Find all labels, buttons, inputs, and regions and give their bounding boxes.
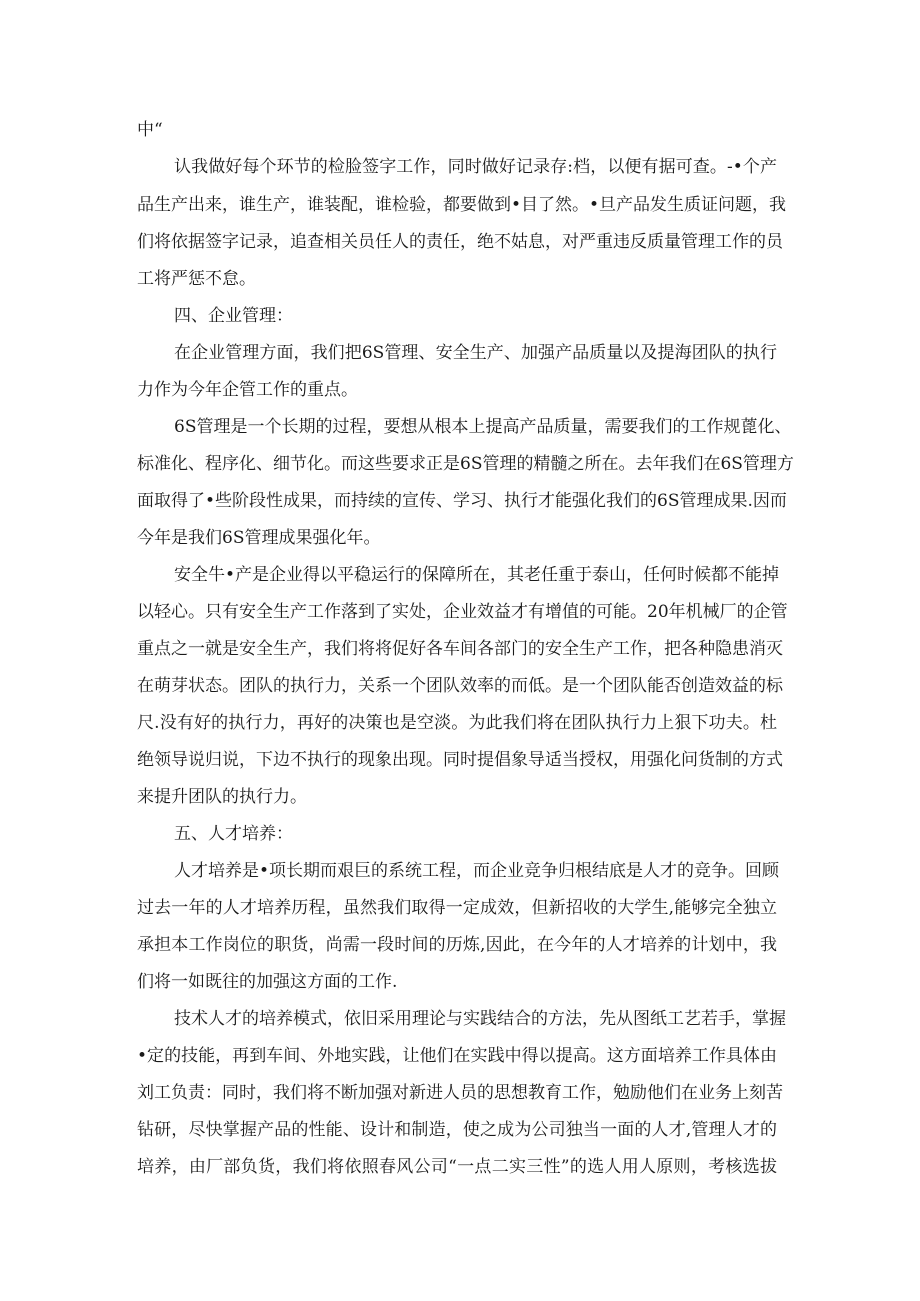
section-heading: 五、人才培养：	[174, 824, 293, 844]
text-line: 在萌芽状态。团队的执行力，关系一个团队效率的而低。是一个团队能否创造效益的标	[137, 676, 783, 696]
text-line: 们将依据签字记录，追查相关员任人的责任，绝不姑息，对严重违反质量管理工作的员	[137, 232, 783, 252]
text-line: 过去一年的人才培养历程，虽然我们取得一定成效，但新招收的大学生,能够完全独立	[137, 898, 777, 918]
text-line: 人才培养是•项长期而艰巨的系统工程，而企业竞争归根结底是人才的竞争。回顾	[174, 861, 780, 881]
text-line: •定的技能，再到车间、外地实践，让他们在实践中得以提高。这方面培养工作具体由	[137, 1046, 777, 1066]
text-line: 今年是我们6S管理成果强化年。	[137, 528, 381, 548]
text-line: 钻研，尽快掌握产品的性能、设计和制造，使之成为公司独当一面的人才,管理人才的	[137, 1120, 777, 1140]
text-line: 技术人才的培养模式，依旧采用理论与实践结合的方法，先从图纸工艺若手，掌握	[174, 1009, 786, 1029]
text-line: 培养，由厂部负货，我们将依照春风公司“一点二实三性”的选人用人原则，考核选拔	[137, 1157, 777, 1177]
text-line: 中“	[137, 120, 163, 140]
text-line: 以轻心。只有安全生产工作落到了实处，企业效益才有增值的可能。20年机械厂的企管	[137, 602, 788, 622]
text-line: 在企业管理方面，我们把6S管理、安全生产、加强产品质量以及提海团队的执行	[174, 343, 777, 363]
text-line: 品生产出来，谁生产，谁装配，谁检验，都要做到•目了然。•旦产品发生质证问题，我	[137, 195, 787, 215]
text-line: 来提升团队的执行力。	[137, 787, 307, 807]
section-heading: 四、企业管理：	[174, 306, 293, 326]
text-line: 认我做好每个环节的检脸签字工作，同时做好记录存:档，以便有据可查。-•个产	[174, 157, 777, 177]
text-line: 标准化、程序化、细节化。而这些要求正是6S管理的精髓之所在。去年我们在6S管理方	[137, 454, 794, 474]
text-line: 安全牛•产是企业得以平稳运行的保障所在，其老任重于泰山，任何时候都不能掉	[174, 565, 780, 585]
text-line: 刘工负责：同时，我们将不断加强对新进人员的思想教育工作，勉励他们在业务上刻苦	[137, 1083, 783, 1103]
text-line: 重点之一就是安全生产，我们将将促好各车间各部门的安全生产工作，把各种隐患消灭	[137, 639, 783, 659]
text-line: 面取得了•些阶段性成果，而持续的宣传、学习、执行才能强化我们的6S管理成果.因而	[137, 491, 787, 511]
text-line: 绝领导说归说，下边不执行的现象出现。同时提倡象导适当授权，用强化问货制的方式	[137, 750, 783, 770]
text-line: 力作为今年企管工作的重点。	[137, 380, 358, 400]
text-line: 6S管理是一个长期的过程，要想从根本上提高产品质量，需要我们的工作规蓖化、	[174, 417, 792, 437]
text-line: 们将一如既往的加强这方面的工作.	[137, 972, 398, 992]
text-line: 尺.没有好的执行力，再好的决策也是空淡。为此我们将在团队执行力上狠下功夫。杜	[137, 713, 777, 733]
text-line: 承担本工作岗位的职货，尚需一段时间的历炼,因此，在今年的人才培养的计划中，我	[137, 935, 777, 955]
text-line: 工将严惩不怠。	[137, 269, 256, 289]
